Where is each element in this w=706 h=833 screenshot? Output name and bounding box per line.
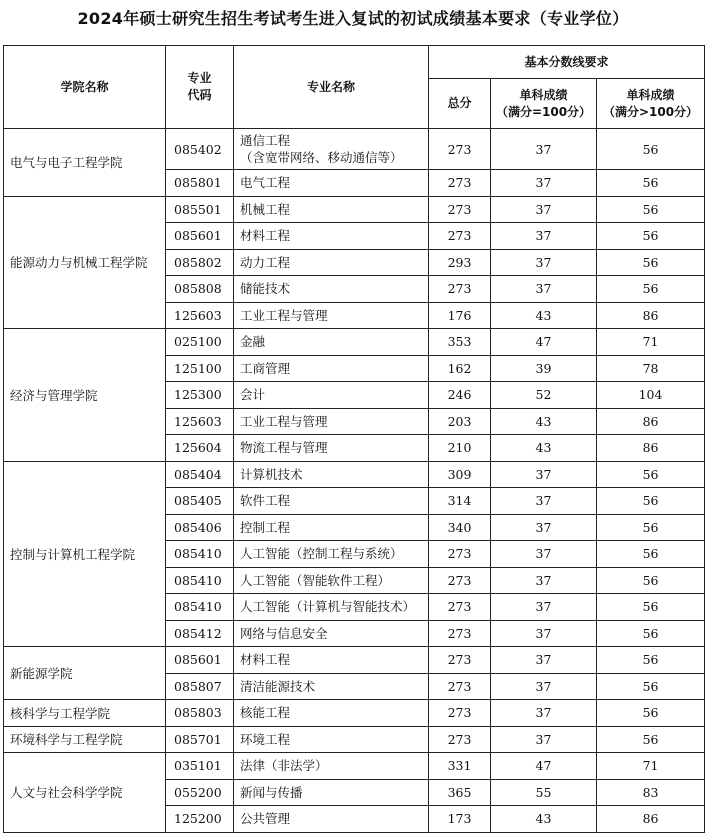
single-100-score-cell: 43 [491,435,597,462]
major-name-cell [234,779,429,806]
major-name: 机械工程 [240,201,291,217]
major-name-cell [234,567,429,594]
total-score-cell: 273 [429,700,491,727]
single-gt100-score-cell: 56 [597,514,705,541]
single-gt100-score-cell: 56 [597,461,705,488]
total-score-cell: 246 [429,382,491,409]
total-score-cell: 340 [429,514,491,541]
major-code-cell: 125603 [166,302,234,329]
major-code-cell: 055200 [166,779,234,806]
total-score-cell: 273 [429,170,491,197]
single-100-score-cell: 37 [491,673,597,700]
single-100-score-cell: 37 [491,726,597,753]
single-100-score-cell: 37 [491,541,597,568]
major-code-cell: 085803 [166,700,234,727]
single-100-score-cell: 37 [491,129,597,170]
single-100-score-cell: 43 [491,302,597,329]
table-body [4,129,705,833]
table-row [4,647,705,674]
single-100-score-cell: 37 [491,223,597,250]
single-gt100-score-cell: 86 [597,408,705,435]
total-score-cell: 273 [429,620,491,647]
major-name-cell [234,806,429,833]
major-code-cell: 085601 [166,647,234,674]
single-gt100-score-cell: 71 [597,329,705,356]
single-gt100-score-cell: 56 [597,223,705,250]
single-gt100-score-cell: 56 [597,726,705,753]
major-name: 电气工程 [240,175,291,191]
total-score-cell: 314 [429,488,491,515]
major-name-cell [234,461,429,488]
major-code-cell: 085410 [166,567,234,594]
major-code-cell: 025100 [166,329,234,356]
single-100-score-cell: 43 [491,806,597,833]
single-gt100-score-cell: 56 [597,129,705,170]
major-name: 物流工程与管理 [240,440,328,456]
single-gt100-score-cell: 56 [597,620,705,647]
single-100-score-cell: 47 [491,753,597,780]
major-name: 材料工程 [240,228,291,244]
major-name: 动力工程 [240,254,291,270]
header-single-100-line1: 单科成绩 [519,87,568,102]
major-name: 法律（非法学） [240,758,328,774]
total-score-cell: 273 [429,196,491,223]
major-name-cell [234,700,429,727]
major-name: 人工智能（控制工程与系统） [240,546,403,562]
major-name: 工业工程与管理 [240,307,328,323]
header-score-group: 基本分数线要求 [429,46,705,79]
major-code-cell: 035101 [166,753,234,780]
header-code [166,46,234,129]
total-score-cell: 309 [429,461,491,488]
major-name-cell [234,647,429,674]
major-name: 工商管理 [240,360,291,376]
total-score-cell: 365 [429,779,491,806]
single-100-score-cell: 52 [491,382,597,409]
major-name-cell [234,223,429,250]
major-name-cell [234,170,429,197]
major-code-cell: 125100 [166,355,234,382]
major-code-cell: 085410 [166,594,234,621]
header-single-gt100 [597,79,705,129]
single-100-score-cell: 43 [491,408,597,435]
total-score-cell: 173 [429,806,491,833]
major-name: 环境工程 [240,731,291,747]
major-name: 通信工程 [240,133,291,148]
major-name: 清洁能源技术 [240,678,316,694]
single-gt100-score-cell: 56 [597,700,705,727]
college-name-cell: 环境科学与工程学院 [4,726,166,753]
major-code-cell: 125200 [166,806,234,833]
single-gt100-score-cell: 56 [597,276,705,303]
single-gt100-score-cell: 71 [597,753,705,780]
single-gt100-score-cell: 86 [597,435,705,462]
college-name-cell: 人文与社会科学学院 [4,753,166,833]
major-name: 金融 [240,334,266,350]
major-code-cell: 085406 [166,514,234,541]
major-name-cell [234,726,429,753]
single-gt100-score-cell: 56 [597,673,705,700]
total-score-cell: 162 [429,355,491,382]
single-gt100-score-cell: 86 [597,806,705,833]
major-name-cell [234,753,429,780]
major-name: 工业工程与管理 [240,413,328,429]
college-name-cell: 经济与管理学院 [4,329,166,462]
major-name-cell [234,302,429,329]
single-gt100-score-cell: 56 [597,170,705,197]
table-row [4,461,705,488]
major-code-cell: 085405 [166,488,234,515]
header-single-100 [491,79,597,129]
major-name: 公共管理 [240,811,291,827]
header-major: 专业名称 [234,46,429,129]
header-code-line2: 代码 [187,88,212,102]
total-score-cell: 331 [429,753,491,780]
single-100-score-cell: 47 [491,329,597,356]
major-code-cell: 085402 [166,129,234,170]
major-name: 网络与信息安全 [240,625,328,641]
major-name-cell [234,129,429,170]
major-name: 会计 [240,387,266,403]
table-row [4,329,705,356]
table-row [4,129,705,170]
college-name-cell: 能源动力与机械工程学院 [4,196,166,329]
header-college: 学院名称 [4,46,166,129]
total-score-cell: 203 [429,408,491,435]
major-name: 人工智能（智能软件工程） [240,572,391,588]
major-code-cell: 085404 [166,461,234,488]
major-name: 人工智能（计算机与智能技术） [240,599,416,615]
single-gt100-score-cell: 56 [597,541,705,568]
single-gt100-score-cell: 56 [597,647,705,674]
single-100-score-cell: 37 [491,488,597,515]
total-score-cell: 273 [429,567,491,594]
total-score-cell: 273 [429,276,491,303]
total-score-cell: 273 [429,541,491,568]
major-name-cell [234,355,429,382]
single-100-score-cell: 37 [491,620,597,647]
total-score-cell: 176 [429,302,491,329]
single-100-score-cell: 37 [491,647,597,674]
major-code-cell: 125300 [166,382,234,409]
major-code-cell: 125603 [166,408,234,435]
single-gt100-score-cell: 78 [597,355,705,382]
single-100-score-cell: 37 [491,249,597,276]
header-single-gt100-line2: （满分>100分） [602,104,699,119]
single-100-score-cell: 37 [491,170,597,197]
single-gt100-score-cell: 56 [597,196,705,223]
college-name-cell: 新能源学院 [4,647,166,700]
total-score-cell: 273 [429,726,491,753]
major-name-cell [234,514,429,541]
major-code-cell: 085410 [166,541,234,568]
total-score-cell: 273 [429,673,491,700]
total-score-cell: 273 [429,223,491,250]
single-gt100-score-cell: 56 [597,488,705,515]
single-100-score-cell: 37 [491,594,597,621]
total-score-cell: 273 [429,594,491,621]
total-score-cell: 273 [429,129,491,170]
single-100-score-cell: 37 [491,276,597,303]
major-code-cell: 085802 [166,249,234,276]
table-row [4,753,705,780]
header-code-line1: 专业 [187,71,212,85]
major-name: 储能技术 [240,281,291,297]
single-100-score-cell: 55 [491,779,597,806]
major-name-cell [234,488,429,515]
major-name: 材料工程 [240,652,291,668]
major-code-cell: 085412 [166,620,234,647]
major-name-cell [234,408,429,435]
major-name-cell [234,620,429,647]
major-code-cell: 085808 [166,276,234,303]
major-code-cell: 085801 [166,170,234,197]
table-row [4,196,705,223]
major-name: 计算机技术 [240,466,303,482]
single-gt100-score-cell: 83 [597,779,705,806]
score-table [3,45,705,833]
single-100-score-cell: 37 [491,461,597,488]
single-gt100-score-cell: 104 [597,382,705,409]
single-gt100-score-cell: 56 [597,249,705,276]
major-note: （含宽带网络、移动通信等） [240,150,403,165]
single-100-score-cell: 39 [491,355,597,382]
single-gt100-score-cell: 86 [597,302,705,329]
single-100-score-cell: 37 [491,700,597,727]
page-title: 2024年硕士研究生招生考试考生进入复试的初试成绩基本要求（专业学位） [77,9,629,28]
total-score-cell: 210 [429,435,491,462]
major-name-cell [234,196,429,223]
major-name-cell [234,541,429,568]
major-name: 控制工程 [240,519,291,535]
major-name-cell [234,594,429,621]
major-name: 新闻与传播 [240,784,303,800]
major-code-cell: 085601 [166,223,234,250]
major-code-cell: 125604 [166,435,234,462]
major-name-cell [234,435,429,462]
major-name-cell [234,329,429,356]
single-gt100-score-cell: 56 [597,567,705,594]
total-score-cell: 353 [429,329,491,356]
major-code-cell: 085807 [166,673,234,700]
single-100-score-cell: 37 [491,567,597,594]
total-score-cell: 293 [429,249,491,276]
major-name-cell [234,249,429,276]
major-name-cell [234,276,429,303]
header-total: 总分 [429,79,491,129]
table-row [4,726,705,753]
major-name: 软件工程 [240,493,291,509]
college-name-cell: 核科学与工程学院 [4,700,166,727]
header-single-100-line2: （满分=100分） [495,104,592,119]
major-name-cell [234,382,429,409]
total-score-cell: 273 [429,647,491,674]
major-code-cell: 085501 [166,196,234,223]
major-name-cell [234,673,429,700]
college-name-cell: 控制与计算机工程学院 [4,461,166,647]
single-100-score-cell: 37 [491,514,597,541]
single-gt100-score-cell: 56 [597,594,705,621]
college-name-cell: 电气与电子工程学院 [4,129,166,197]
header-single-gt100-line1: 单科成绩 [626,87,675,102]
single-100-score-cell: 37 [491,196,597,223]
major-code-cell: 085701 [166,726,234,753]
table-row [4,700,705,727]
major-name: 核能工程 [240,705,291,721]
